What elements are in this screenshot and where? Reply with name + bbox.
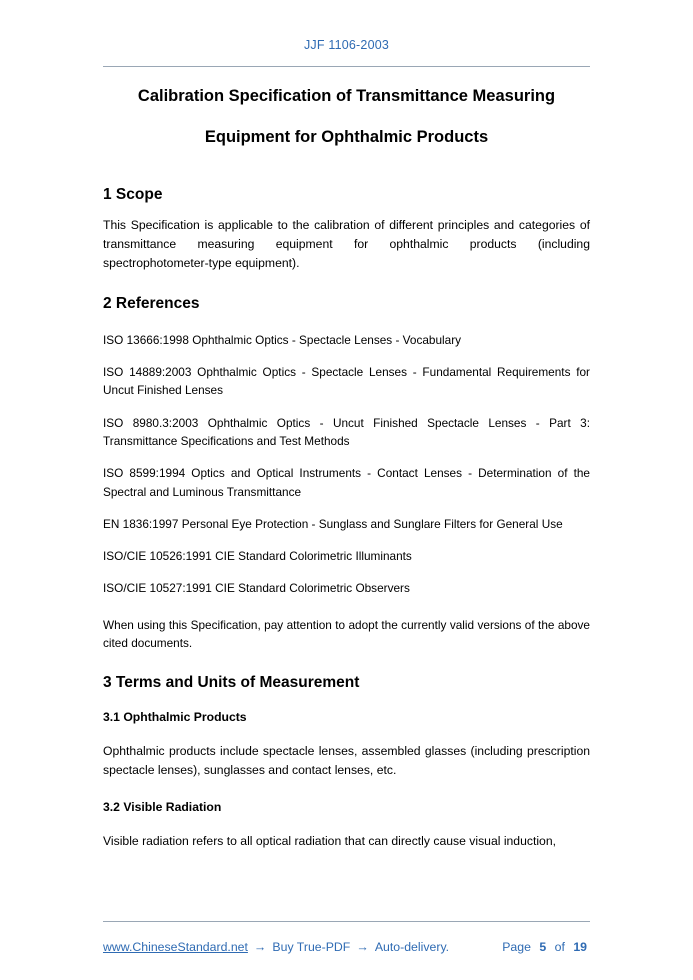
reference-item: ISO 8980.3:2003 Ophthalmic Optics - Uncut Finished Spectacle Lenses - Part 3: Transmittance Specifications and Test Methods [103, 415, 590, 448]
document-content [103, 84, 590, 851]
standard-id: JJF 1106-2003 [303, 38, 390, 52]
reference-item: EN 1836:1997 Personal Eye Protection - Sunglass and Sunglare Filters for General Use [103, 516, 563, 531]
buy-pdf-label[interactable]: Buy True-PDF [272, 940, 351, 954]
subsection-paragraph-visible-radiation: Visible radiation refers to all optical radiation that can directly cause visual induction, [103, 834, 556, 849]
reference-item: ISO 13666:1998 Ophthalmic Optics - Spectacle Lenses - Vocabulary [103, 332, 462, 347]
document-title-line1: Calibration Specification of Transmittance Measuring [137, 87, 556, 105]
reference-item: ISO/CIE 10527:1991 CIE Standard Colorimetric Observers [103, 581, 410, 596]
arrow-right-icon: → [356, 940, 369, 954]
footer-divider [103, 921, 590, 922]
page-indicator [500, 940, 590, 954]
header-divider [103, 66, 590, 67]
document-title [103, 84, 590, 150]
references-note: When using this Specification, pay attention to adopt the currently valid versions of the above cited documents. [103, 617, 590, 650]
page-total: 19 [573, 940, 587, 954]
section-paragraph-scope: This Specification is applicable to the calibration of different principles and categories of transmittance measuring equipment for ophthalmic products (including spectrophotometer-type equipment). [103, 218, 590, 270]
reference-item: ISO 8599:1994 Optics and Optical Instruments - Contact Lenses - Determination of the Spectral and Luminous Transmittance [103, 466, 590, 499]
section-heading-terms: 3 Terms and Units of Measurement [103, 674, 360, 692]
page-word: Page [502, 940, 531, 954]
document-title-line2: Equipment for Ophthalmic Products [204, 127, 489, 146]
subsection-heading-visible-radiation: 3.2 Visible Radiation [103, 800, 222, 815]
page-footer [103, 940, 590, 954]
section-heading-scope: 1 Scope [103, 186, 163, 204]
footer-promo [103, 940, 449, 954]
website-link[interactable]: www.ChineseStandard.net [103, 940, 248, 954]
subsection-paragraph-ophthalmic-products: Ophthalmic products include spectacle lenses, assembled glasses (including prescription spectacle lenses), sunglasses and contact lenses, etc. [103, 744, 590, 778]
page-header [103, 36, 590, 54]
reference-item: ISO 14889:2003 Ophthalmic Optics - Spectacle Lenses - Fundamental Requirements for Uncut Finished Lenses [103, 365, 590, 398]
page-number: 5 [539, 940, 547, 954]
section-heading-references: 2 References [103, 294, 200, 312]
auto-delivery-label: Auto-delivery. [374, 940, 450, 954]
reference-item: ISO/CIE 10526:1991 CIE Standard Colorimetric Illuminants [103, 549, 412, 564]
of-word: of [554, 940, 565, 954]
arrow-right-icon: → [253, 940, 267, 954]
subsection-heading-ophthalmic-products: 3.1 Ophthalmic Products [103, 710, 247, 725]
